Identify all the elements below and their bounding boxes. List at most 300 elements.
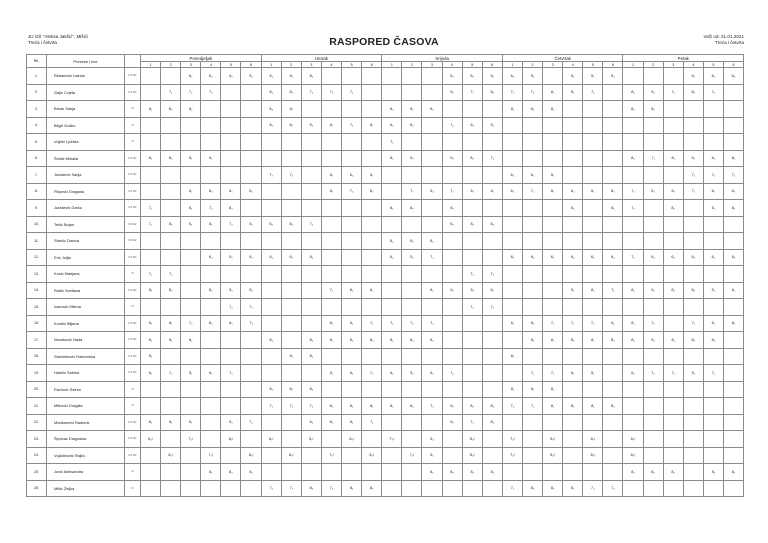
schedule-cell: 8₁/ [221,431,241,448]
schedule-cell [603,381,623,398]
schedule-cell: 6₂ [201,249,221,266]
schedule-cell [683,101,703,118]
schedule-cell [543,348,563,365]
schedule-cell: 8₂ [723,315,743,332]
schedule-cell [723,447,743,464]
schedule-cell [482,480,502,497]
schedule-cell [623,381,643,398]
schedule-cell: 7₁ [663,365,683,382]
schedule-cell [683,381,703,398]
schedule-cell [683,447,703,464]
schedule-cell: 8₂ [482,414,502,431]
schedule-cell: 8₂ [723,200,743,217]
schedule-cell: 8₁ [502,348,522,365]
schedule-cell [301,150,321,167]
schedule-cell [362,134,382,151]
schedule-cell [603,266,623,283]
schedule-cell [281,150,301,167]
schedule-cell [683,216,703,233]
schedule-cell [161,200,181,217]
schedule-cell [643,167,663,184]
schedule-cell [261,414,281,431]
schedule-cell [301,183,321,200]
schedule-cell: 8₁ [301,249,321,266]
schedule-cell: 6₃ [201,68,221,85]
schedule-cell [261,134,281,151]
period-header: 4 [201,62,221,68]
schedule-cell [342,68,362,85]
schedule-cell [502,365,522,382]
schedule-cell [703,299,723,316]
teacher-name: Modžarević Radomir [47,414,125,431]
schedule-cell [201,233,221,250]
table-row [27,299,744,316]
schedule-cell: 6₁ [482,68,502,85]
schedule-cell [683,348,703,365]
schedule-cell: 6₂ [603,68,623,85]
schedule-cell: 5₁ [221,414,241,431]
schedule-cell [643,381,663,398]
table-row [27,282,744,299]
schedule-cell [442,233,462,250]
schedule-cell: 8₂ [623,332,643,349]
schedule-cell [643,398,663,415]
schedule-cell [543,117,563,134]
period-header: 5 [703,62,723,68]
schedule-cell: 7₁ [683,183,703,200]
schedule-cell: 6₂ [362,183,382,200]
schedule-cell [643,134,663,151]
schedule-cell [422,117,442,134]
schedule-cell: 8₂ [603,249,623,266]
schedule-cell [442,266,462,283]
schedule-cell: 7₂ [362,365,382,382]
row-number: 5. [27,134,47,151]
schedule-cell: 8₂ [462,150,482,167]
teacher-name: Radić Svetlana [47,282,125,299]
schedule-cell: 8₂ [221,200,241,217]
row-number: 18. [27,348,47,365]
schedule-cell [422,348,442,365]
schedule-cell: 5₁ [402,249,422,266]
schedule-cell [522,150,542,167]
schedule-cell: 8₂ [683,332,703,349]
teacher-name: Šipovac Dragoslav [47,431,125,448]
schedule-cell: 7₂ [462,266,482,283]
schedule-cell: 8₂ [402,117,422,134]
schedule-cell [543,68,563,85]
schedule-cell [261,447,281,464]
row-number: 12. [27,249,47,266]
schedule-cell [522,233,542,250]
schedule-cell [402,299,422,316]
schedule-cell: 7₂ [241,414,261,431]
schedule-cell: 8₂ [663,200,683,217]
schedule-cell [643,266,663,283]
schedule-cell: 8₁ [663,332,683,349]
schedule-cell: 7₁ [161,84,181,101]
period-header: 4 [683,62,703,68]
schedule-cell: 6₁/ [623,431,643,448]
schedule-cell: 6₁ [241,249,261,266]
schedule-cell: 8₁ [342,480,362,497]
schedule-cell: 7₁ [643,150,663,167]
schedule-cell: 8₁/ [543,431,563,448]
schedule-cell: 7₁ [522,398,542,415]
schedule-cell [502,233,522,250]
day-header: Ponedjeljak [141,55,262,62]
schedule-cell [281,464,301,481]
teacher-grades: III1 III2 [125,414,141,431]
schedule-cell [281,414,301,431]
schedule-cell [261,266,281,283]
schedule-cell [281,200,301,217]
schedule-cell [342,266,362,283]
schedule-cell: 8₂ [201,315,221,332]
schedule-cell: 8₂ [141,150,161,167]
teacher-name: Brkan Sanja [47,101,125,118]
schedule-cell: 5₁ [241,68,261,85]
day-header: Utorak [261,55,382,62]
schedule-cell [563,167,583,184]
teacher-name: Mišić Željka [47,480,125,497]
schedule-cell [342,200,362,217]
schedule-cell [623,117,643,134]
row-number: 15. [27,299,47,316]
schedule-cell [141,233,161,250]
schedule-cell [301,101,321,118]
schedule-cell: 8₂ [543,332,563,349]
schedule-cell: 5₁ [703,282,723,299]
schedule-cell [241,101,261,118]
schedule-cell [362,266,382,283]
period-header: 4 [321,62,341,68]
teacher-name: Kosić Marijana [47,266,125,283]
schedule-cell [141,167,161,184]
schedule-cell [522,431,542,448]
schedule-cell [603,414,623,431]
schedule-cell: 8₁ [281,101,301,118]
schedule-cell [161,348,181,365]
schedule-cell: 7₁ [261,398,281,415]
school-name: JU OŠ "Aleksa Jakšić", Mišići [28,34,88,39]
schedule-cell: 8₁ [482,464,502,481]
teacher-grades: III [125,117,141,134]
schedule-cell [462,381,482,398]
schedule-cell: 6₃ [442,68,462,85]
schedule-cell [543,233,563,250]
schedule-cell [241,266,261,283]
schedule-cell [603,134,623,151]
schedule-cell [321,431,341,448]
schedule-cell [141,117,161,134]
schedule-cell: 7₁ [362,414,382,431]
schedule-cell [241,200,261,217]
schedule-cell [422,299,442,316]
schedule-cell [683,464,703,481]
schedule-cell [643,480,663,497]
table-row [27,150,744,167]
schedule-cell [382,216,402,233]
schedule-cell [643,431,663,448]
schedule-cell [563,431,583,448]
schedule-cell [261,200,281,217]
schedule-cell: 7₂ [342,183,362,200]
schedule-cell: 5₁ [683,365,703,382]
schedule-cell: 8₁ [643,84,663,101]
schedule-cell [201,332,221,349]
schedule-cell [281,332,301,349]
schedule-cell [583,216,603,233]
schedule-cell [603,216,623,233]
schedule-cell [723,365,743,382]
schedule-cell [161,381,181,398]
schedule-cell [201,398,221,415]
schedule-cell [663,431,683,448]
schedule-cell [442,332,462,349]
schedule-cell [422,84,442,101]
schedule-cell: 6₂ [623,365,643,382]
table-row [27,233,744,250]
schedule-cell: 8₁ [583,398,603,415]
schedule-cell [382,167,402,184]
schedule-cell: 7₁/ [181,431,201,448]
schedule-cell [522,266,542,283]
schedule-cell [261,464,281,481]
schedule-cell [281,266,301,283]
schedule-cell [583,117,603,134]
schedule-cell: 6₁ [643,249,663,266]
schedule-cell: 7₂ [141,266,161,283]
schedule-cell: 8₁ [161,332,181,349]
schedule-cell [643,117,663,134]
schedule-cell [683,398,703,415]
period-header: 3 [543,62,563,68]
schedule-cell [563,381,583,398]
schedule-cell [402,68,422,85]
schedule-cell [723,134,743,151]
schedule-cell [442,480,462,497]
schedule-cell [261,183,281,200]
schedule-cell: 6₁ [342,365,362,382]
schedule-cell [321,68,341,85]
schedule-cell [362,464,382,481]
schedule-cell [543,150,563,167]
schedule-cell: 6₂ [422,431,442,448]
table-row [27,315,744,332]
schedule-cell [502,117,522,134]
schedule-cell [563,447,583,464]
schedule-cell [703,431,723,448]
table-row [27,447,744,464]
schedule-cell: 8₁ [141,282,161,299]
schedule-cell: 7₁ [241,315,261,332]
schedule-cell: 6₁ [141,315,161,332]
schedule-cell [723,299,743,316]
schedule-cell [382,447,402,464]
schedule-cell [402,134,422,151]
teacher-grades: III1 III2 [125,233,141,250]
schedule-cell: 6₃ [502,68,522,85]
schedule-cell [221,381,241,398]
schedule-cell [563,414,583,431]
schedule-cell [683,233,703,250]
schedule-cell [281,299,301,316]
schedule-cell [422,381,442,398]
schedule-cell [261,299,281,316]
schedule-cell: 7₁ [583,84,603,101]
schedule-cell [141,447,161,464]
schedule-cell: 7₃ [522,84,542,101]
schedule-cell [422,150,442,167]
row-number: 22. [27,414,47,431]
schedule-cell: 6₂ [583,249,603,266]
schedule-cell: 8₁ [281,348,301,365]
schedule-cell [663,101,683,118]
schedule-cell [703,414,723,431]
teacher-grades: III1 III2 [125,216,141,233]
schedule-cell: 8₂ [703,464,723,481]
schedule-cell: 6₂ [703,68,723,85]
schedule-cell: 5₁ [221,282,241,299]
schedule-cell: 6₂ [422,183,442,200]
schedule-cell [583,381,603,398]
schedule-cell: 8₁ [241,282,261,299]
schedule-cell [261,348,281,365]
schedule-cell [181,134,201,151]
schedule-cell: 8₂/ [141,431,161,448]
schedule-cell: 6₁ [442,150,462,167]
schedule-cell: 8₁ [141,348,161,365]
schedule-cell: 6₁ [201,150,221,167]
schedule-cell: 5₁ [543,167,563,184]
schedule-cell [181,398,201,415]
schedule-cell [462,332,482,349]
period-header: 1 [141,62,161,68]
table-row [27,68,744,85]
schedule-cell [301,447,321,464]
schedule-cell: 8₃ [261,101,281,118]
schedule-cell [321,233,341,250]
schedule-cell [583,200,603,217]
schedule-cell: 6₁ [462,117,482,134]
schedule-body [27,68,744,497]
schedule-cell [703,398,723,415]
schedule-cell [281,431,301,448]
schedule-cell [482,431,502,448]
schedule-cell: 5₁ [583,365,603,382]
schedule-cell: 7₂ [643,315,663,332]
schedule-cell: 8₁ [643,332,663,349]
table-row [27,84,744,101]
schedule-cell [663,348,683,365]
schedule-cell: 7₂ [321,480,341,497]
teacher-grades: III [125,266,141,283]
schedule-cell: 6₁ [181,414,201,431]
schedule-cell: 8₁ [261,332,281,349]
schedule-cell [241,431,261,448]
schedule-cell [462,348,482,365]
schedule-cell: 6₂ [543,249,563,266]
row-number: 21. [27,398,47,415]
schedule-cell [623,299,643,316]
schedule-cell: 8₃ [161,150,181,167]
schedule-cell [181,266,201,283]
schedule-cell [301,134,321,151]
schedule-cell [663,266,683,283]
schedule-cell: 8₃ [382,101,402,118]
schedule-cell [563,299,583,316]
schedule-cell [161,431,181,448]
schedule-cell: 5₁/ [301,431,321,448]
schedule-cell [382,183,402,200]
row-number: 23. [27,431,47,448]
schedule-cell [703,233,723,250]
schedule-cell: 6₂ [563,200,583,217]
schedule-cell [442,299,462,316]
schedule-cell: 7₃ [321,84,341,101]
schedule-cell [301,266,321,283]
schedule-cell: 7₁ [502,480,522,497]
schedule-cell: 6₁ [703,150,723,167]
schedule-cell [422,216,442,233]
schedule-cell [181,117,201,134]
schedule-cell [683,266,703,283]
schedule-cell: 8₂ [502,249,522,266]
schedule-cell [623,414,643,431]
schedule-cell [281,183,301,200]
teacher-name: Bilgić Duško [47,117,125,134]
schedule-cell [281,282,301,299]
schedule-cell: 8₂ [382,398,402,415]
schedule-cell: 8₁ [261,84,281,101]
schedule-cell [482,134,502,151]
schedule-cell [683,117,703,134]
table-row [27,381,744,398]
schedule-cell [221,84,241,101]
schedule-cell [422,200,442,217]
schedule-cell [141,84,161,101]
schedule-cell: 6₁ [362,282,382,299]
schedule-cell [301,464,321,481]
schedule-cell: 5₁ [362,167,382,184]
schedule-cell: 7₂/ [382,431,402,448]
schedule-cell: 6₂ [241,183,261,200]
schedule-cell [362,381,382,398]
schedule-cell [583,348,603,365]
schedule-cell: 8₁/ [583,431,603,448]
schedule-cell [342,134,362,151]
teacher-name: Erić Julija [47,249,125,266]
schedule-cell: 8₂ [543,381,563,398]
row-number: 25. [27,464,47,481]
schedule-cell: 8₂ [563,332,583,349]
schedule-cell [201,167,221,184]
schedule-cell: 6₁ [462,183,482,200]
schedule-cell: 8₂/ [462,431,482,448]
schedule-cell [402,381,422,398]
schedule-cell: 7₂/ [502,447,522,464]
schedule-cell: 6₁ [703,249,723,266]
schedule-cell [502,266,522,283]
schedule-cell: 8₁ [181,150,201,167]
period-header: 6 [241,62,261,68]
schedule-cell: 8₁ [663,183,683,200]
teacher-name: Gajić Cvjeta [47,84,125,101]
schedule-cell [683,134,703,151]
schedule-cell [422,480,442,497]
row-number: 6. [27,150,47,167]
